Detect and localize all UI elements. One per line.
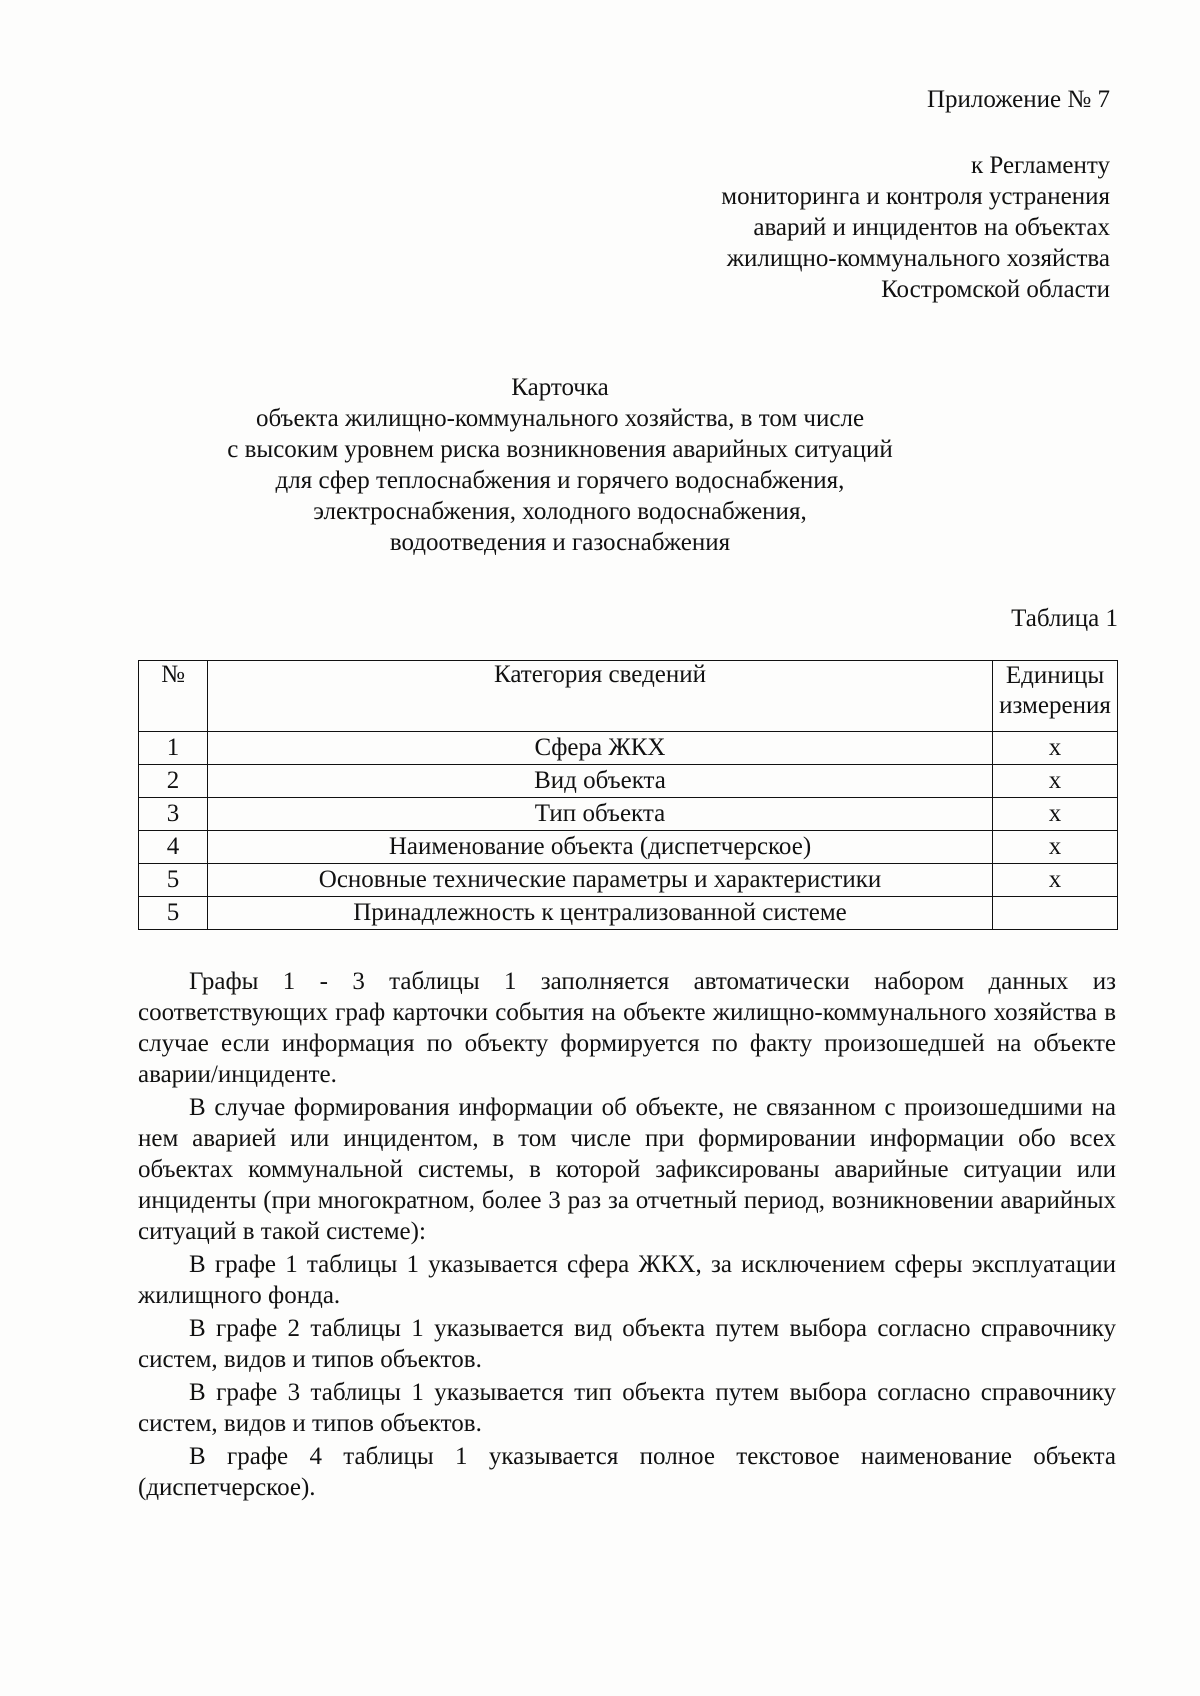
regulation-line: к Регламенту bbox=[970, 152, 1110, 179]
table-row bbox=[139, 831, 1118, 864]
table-label: Таблица 1 bbox=[1011, 605, 1118, 632]
row-num: 5 bbox=[139, 864, 208, 897]
title-line: электроснабжения, холодного водоснабжения, bbox=[313, 498, 807, 525]
row-units: х bbox=[993, 732, 1118, 765]
info-table bbox=[138, 660, 1118, 930]
table-row bbox=[139, 897, 1118, 930]
paragraph: В графе 2 таблицы 1 указывается вид объекта путем выбора согласно справочнику систем, видов и типов объектов. bbox=[138, 1315, 1116, 1373]
document-title bbox=[140, 372, 980, 558]
regulation-line: аварий и инцидентов на объектах bbox=[753, 214, 1110, 241]
title-line: для сфер теплоснабжения и горячего водоснабжения, bbox=[275, 467, 845, 494]
row-units: х bbox=[993, 765, 1118, 798]
row-units: х bbox=[993, 798, 1118, 831]
title-line: объекта жилищно-коммунального хозяйства, в том числе bbox=[255, 405, 865, 432]
row-category: Основные технические параметры и характеристики bbox=[208, 864, 993, 897]
row-category: Принадлежность к централизованной системе bbox=[208, 897, 993, 930]
title-line: водоотведения и газоснабжения bbox=[389, 529, 731, 556]
regulation-line: мониторинга и контроля устранения bbox=[721, 183, 1110, 210]
row-units: х bbox=[993, 864, 1118, 897]
title-line: с высоким уровнем риска возникновения аварийных ситуаций bbox=[227, 436, 893, 463]
appendix-number: Приложение № 7 bbox=[926, 86, 1110, 113]
table-row bbox=[139, 864, 1118, 897]
paragraph: В графе 1 таблицы 1 указывается сфера ЖКХ, за исключением сферы эксплуатации жилищного фонда. bbox=[138, 1251, 1116, 1309]
row-num: 2 bbox=[139, 765, 208, 798]
header-category: Категория сведений bbox=[208, 661, 993, 732]
paragraph: В графе 4 таблицы 1 указывается полное текстовое наименование объекта (диспетчерское). bbox=[138, 1443, 1116, 1501]
regulation-reference bbox=[721, 150, 1110, 305]
title-line: Карточка bbox=[511, 374, 609, 401]
paragraph: Графы 1 - 3 таблицы 1 заполняется автоматически набором данных из соответствующих граф карточки события на объекте жилищно-коммунального хозяйства в случае если информация по объекту формируется по факту произошедшей на объекте аварии/инциденте. bbox=[138, 968, 1116, 1088]
row-num: 4 bbox=[139, 831, 208, 864]
paragraph: В графе 3 таблицы 1 указывается тип объекта путем выбора согласно справочнику систем, видов и типов объектов. bbox=[138, 1379, 1116, 1437]
row-category: Тип объекта bbox=[208, 798, 993, 831]
row-category: Сфера ЖКХ bbox=[208, 732, 993, 765]
row-units bbox=[993, 897, 1118, 930]
table-row bbox=[139, 798, 1118, 831]
row-num: 1 bbox=[139, 732, 208, 765]
regulation-line: Костромской области bbox=[881, 276, 1110, 303]
row-num: 5 bbox=[139, 897, 208, 930]
paragraph: В случае формирования информации об объекте, не связанном с произошедшими на нем аварией или инцидентом, в том числе при формировании информации обо всех объектах коммунальной системы, в которой зафиксированы аварийные ситуации или инциденты (при многократном, более 3 раз за отчетный период, возникновении аварийных ситуаций в такой системе): bbox=[138, 1094, 1116, 1245]
table-row bbox=[139, 765, 1118, 798]
row-num: 3 bbox=[139, 798, 208, 831]
header-units: Единицы измерения bbox=[993, 661, 1118, 732]
row-category: Наименование объекта (диспетчерское) bbox=[208, 831, 993, 864]
header-num: № bbox=[139, 661, 208, 732]
table-row bbox=[139, 732, 1118, 765]
body-text bbox=[138, 966, 1116, 1505]
regulation-line: жилищно-коммунального хозяйства bbox=[726, 245, 1110, 272]
row-units: х bbox=[993, 831, 1118, 864]
table-header-row bbox=[139, 661, 1118, 732]
row-category: Вид объекта bbox=[208, 765, 993, 798]
